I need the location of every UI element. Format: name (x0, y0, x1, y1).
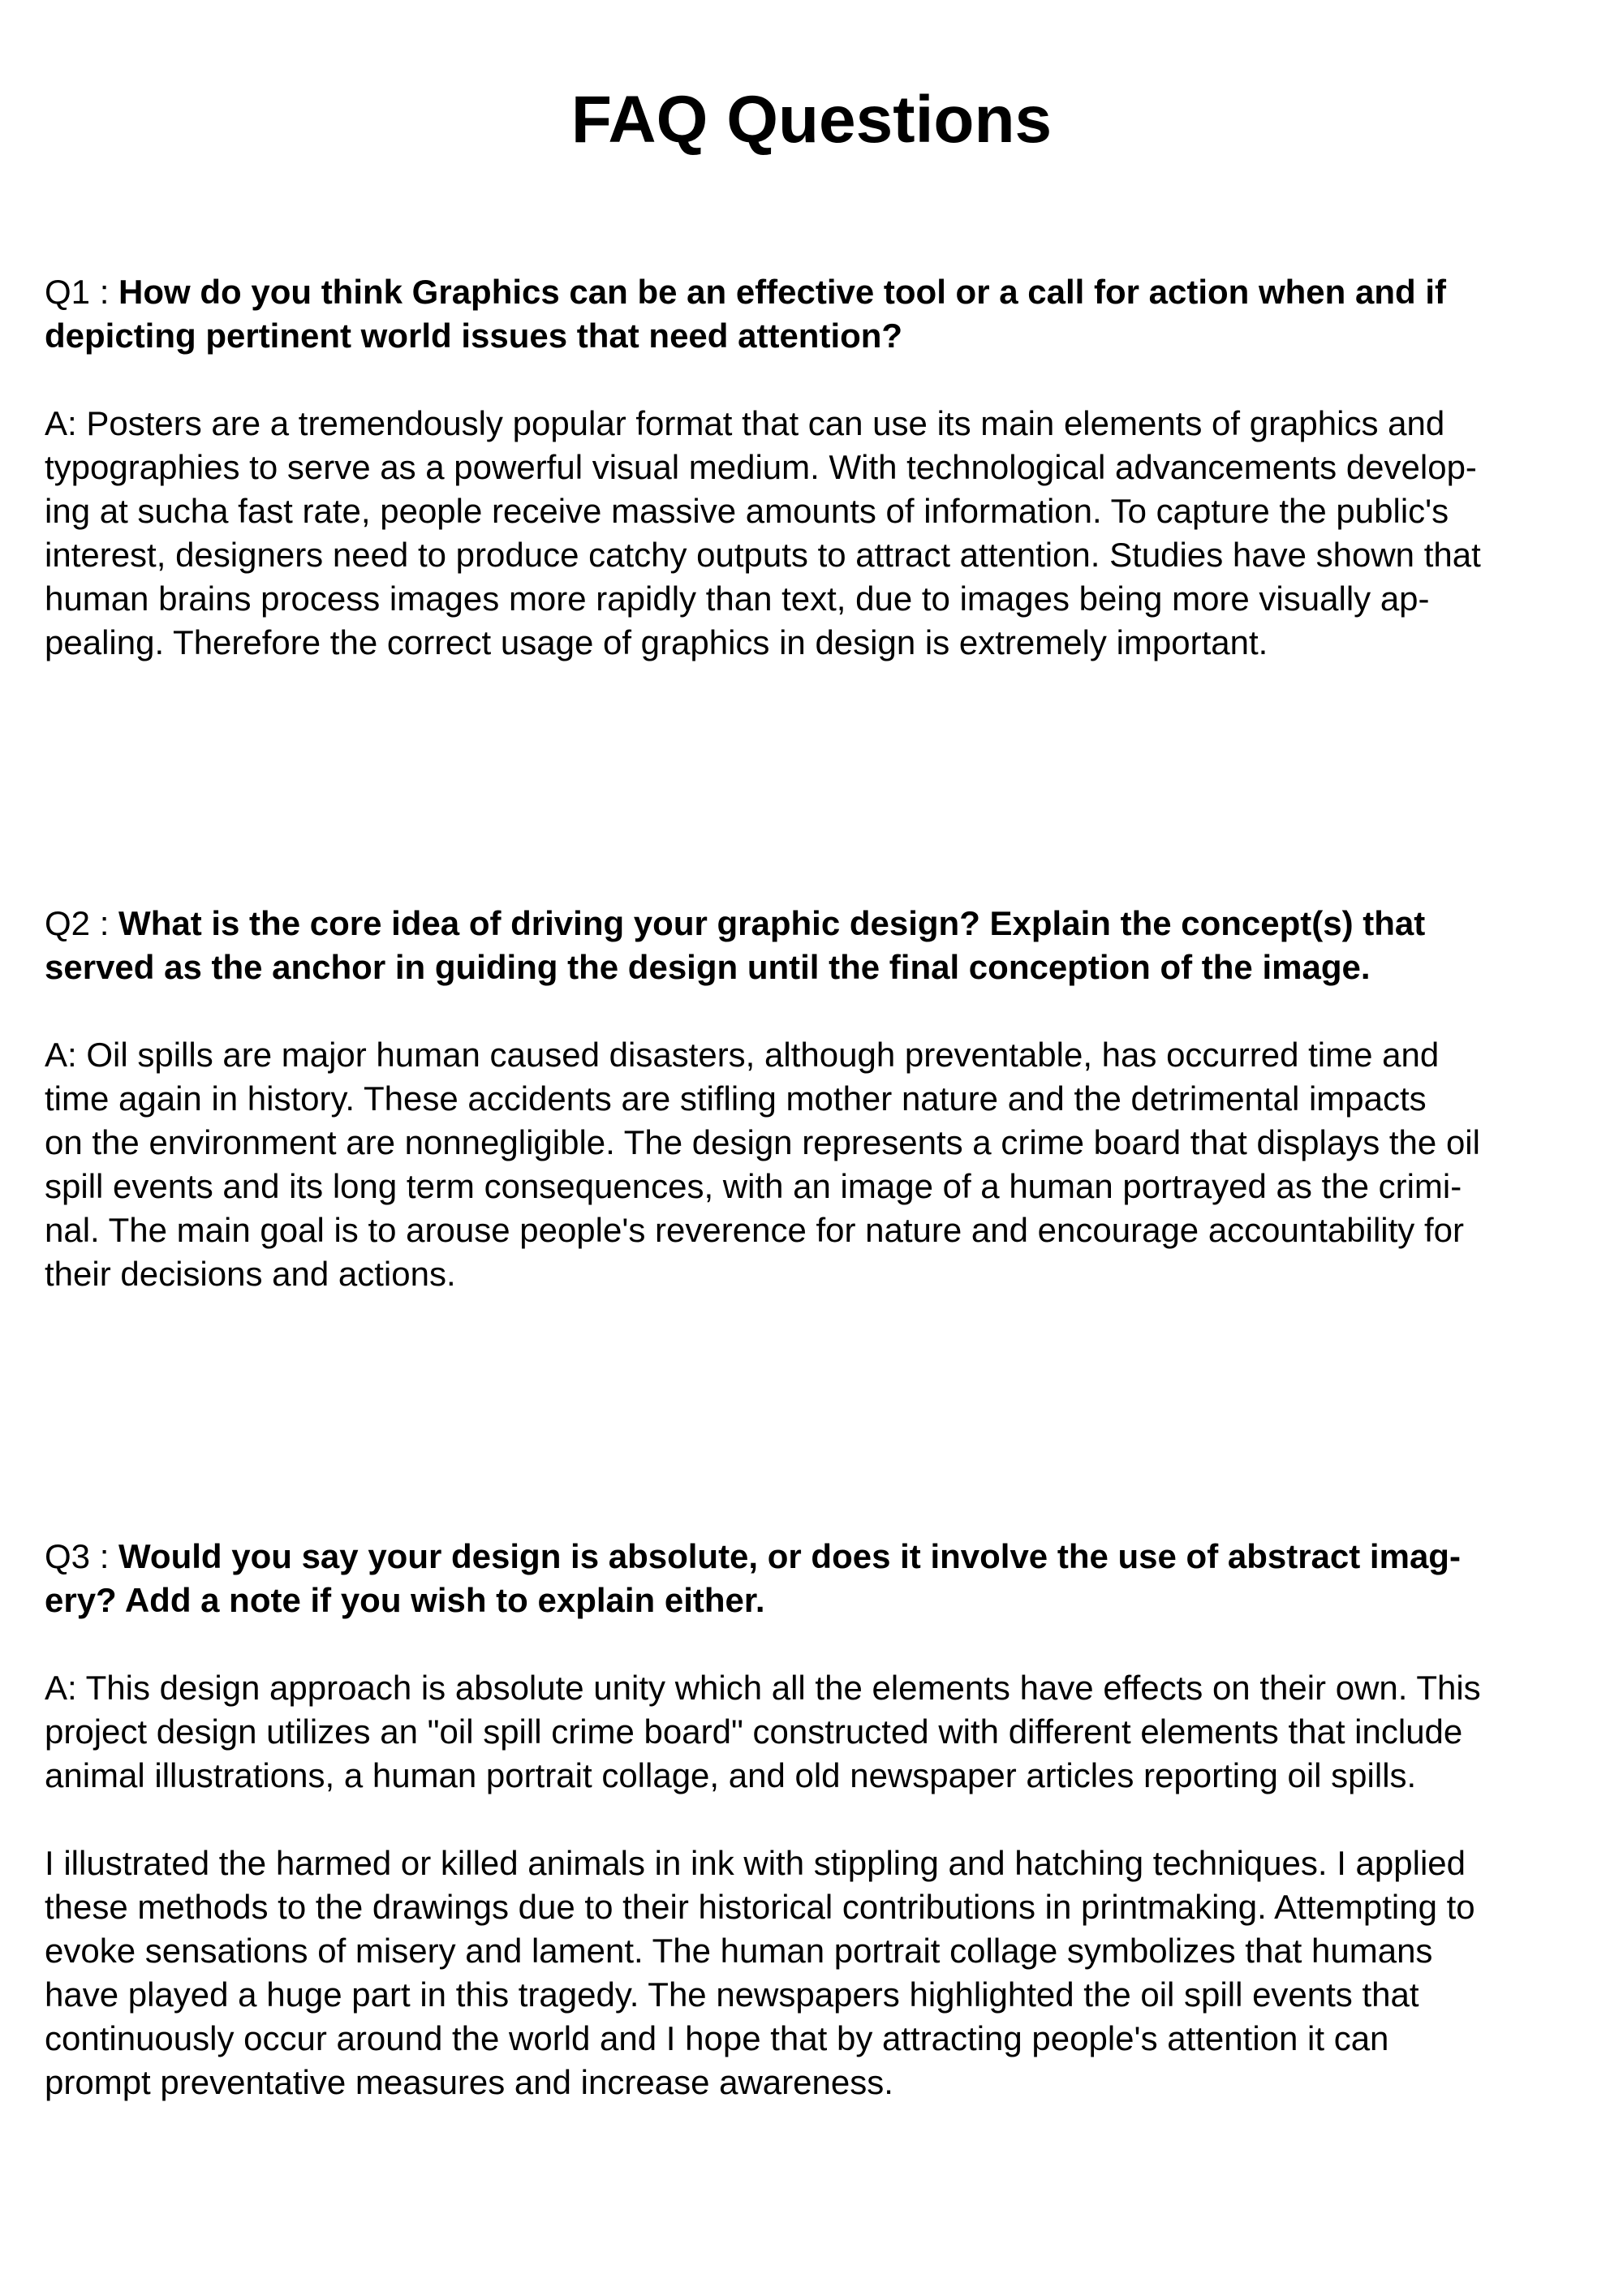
answer-line: evoke sensations of misery and lament. The human portrait collage symbolizes that humans (45, 1932, 1433, 1970)
question-2 (45, 902, 1586, 989)
answer-line: continuously occur around the world and I hope that by attracting people's attention it can (45, 2019, 1389, 2057)
question-1-label: Q1 : (45, 273, 119, 311)
answer-line: typographies to serve as a powerful visual medium. With technological advancements develop- (45, 448, 1477, 486)
answer-line: pealing. Therefore the correct usage of graphics in design is extremely important. (45, 623, 1268, 661)
question-1-text-line-2: depicting pertinent world issues that need attention? (45, 317, 903, 355)
page-title: FAQ Questions (570, 83, 1053, 157)
answer-line: time again in history. These accidents are stifling mother nature and the detrimental impacts (45, 1079, 1427, 1118)
question-3 (45, 1535, 1586, 1622)
question-2-text-line-2: served as the anchor in guiding the design until the final conception of the image. (45, 948, 1371, 986)
answer-line: nal. The main goal is to arouse people's reverence for nature and encourage accountability for (45, 1211, 1464, 1249)
answer-line: these methods to the drawings due to their historical contributions in printmaking. Attempting to (45, 1888, 1475, 1926)
answer-line: human brains process images more rapidly than text, due to images being more visually ap- (45, 579, 1430, 618)
answer-line: on the environment are nonnegligible. The design represents a crime board that displays the oil (45, 1123, 1480, 1161)
question-3-label: Q3 : (45, 1537, 119, 1575)
question-3-text-line-1: Would you say your design is absolute, or does it involve the use of abstract imag- (118, 1537, 1461, 1575)
answer-line: A: Posters are a tremendously popular format that can use its main elements of graphics and (45, 404, 1445, 442)
answer-2 (45, 1033, 1586, 1296)
answer-line: animal illustrations, a human portrait collage, and old newspaper articles reporting oil spills. (45, 1756, 1417, 1794)
answer-line: project design utilizes an "oil spill crime board" constructed with different elements that include (45, 1712, 1463, 1751)
answer-1 (45, 402, 1586, 665)
answer-3-paragraph-1 (45, 1666, 1586, 1798)
answer-line: spill events and its long term consequences, with an image of a human portrayed as the crimi- (45, 1167, 1462, 1205)
answer-line: A: Oil spills are major human caused disasters, although preventable, has occurred time and (45, 1036, 1440, 1074)
answer-line: their decisions and actions. (45, 1255, 456, 1293)
answer-3-paragraph-2 (45, 1842, 1586, 2104)
question-1 (45, 270, 1586, 358)
answer-line: ing at sucha fast rate, people receive massive amounts of information. To capture the public's (45, 492, 1449, 530)
answer-line: A: This design approach is absolute unity which all the elements have effects on their own. This (45, 1669, 1481, 1707)
question-2-label: Q2 : (45, 904, 119, 942)
question-1-text-line-1: How do you think Graphics can be an effective tool or a call for action when and if (118, 273, 1446, 311)
answer-line: interest, designers need to produce catchy outputs to attract attention. Studies have shown that (45, 536, 1481, 574)
answer-line: I illustrated the harmed or killed animals in ink with stippling and hatching techniques. I applied (45, 1844, 1466, 1882)
answer-line: have played a huge part in this tragedy. The newspapers highlighted the oil spill events that (45, 1975, 1419, 2014)
question-3-text-line-2: ery? Add a note if you wish to explain either. (45, 1581, 765, 1619)
question-2-text-line-1: What is the core idea of driving your graphic design? Explain the concept(s) that (118, 904, 1426, 942)
answer-line: prompt preventative measures and increase awareness. (45, 2063, 893, 2101)
